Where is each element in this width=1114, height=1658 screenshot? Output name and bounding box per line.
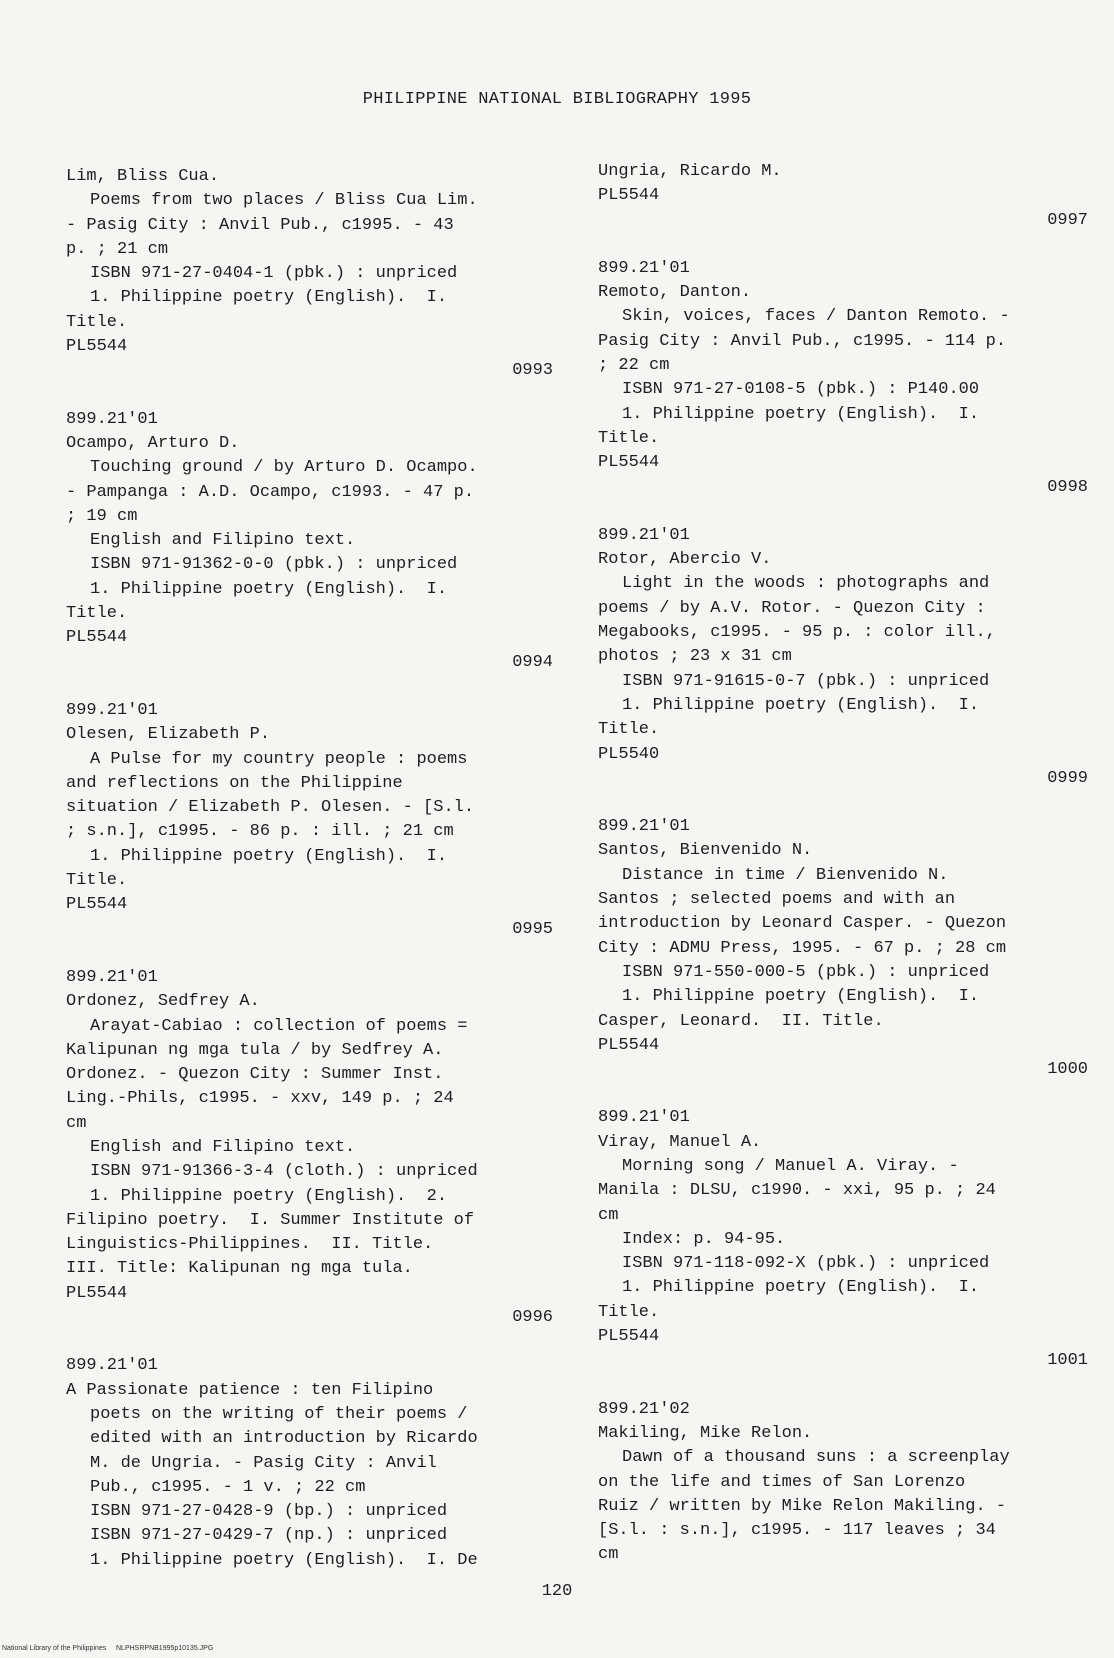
entry-line: poets on the writing of their poems / — [90, 1404, 468, 1424]
entry-spacer — [598, 233, 1088, 257]
entry-line: Viray, Manuel A. — [598, 1132, 762, 1152]
entry-line: ISBN 971-27-0428-9 (bp.) : unpriced — [90, 1502, 448, 1522]
entry-control-number: 1000 — [1047, 1060, 1088, 1080]
entry-line: 899.21'01 — [66, 1356, 158, 1376]
entry-line: 899.21'01 — [66, 409, 158, 429]
entry-line: 899.21'01 — [598, 525, 690, 545]
page-header: PHILIPPINE NATIONAL BIBLIOGRAPHY 1995 — [362, 90, 752, 109]
entry-line: Skin, voices, faces / Danton Remoto. - — [622, 307, 1010, 327]
entry-line: Index: p. 94-95. — [622, 1229, 786, 1249]
entry-line: A Passionate patience : ten Filipino — [66, 1380, 434, 1400]
bibliographic-entry — [66, 1354, 553, 1573]
entry-line: PL5544 — [66, 1283, 128, 1303]
entry-line: Manila : DLSU, c1990. - xxi, 95 p. ; 24 — [598, 1181, 996, 1201]
entry-spacer — [66, 384, 553, 408]
entry-control-number: 0998 — [1047, 477, 1088, 497]
entry-line: 1. Philippine poetry (English). I. — [90, 846, 448, 866]
entry-control-number: 0996 — [512, 1308, 553, 1328]
left-column — [66, 165, 553, 1573]
entry-line: Olesen, Elizabeth P. — [66, 725, 271, 745]
entry-line: A Pulse for my country people : poems — [90, 749, 468, 769]
entry-line: ISBN 971-550-000-5 (pbk.) : unpriced — [622, 962, 990, 982]
entry-line: situation / Elizabeth P. Olesen. - [S.l. — [66, 798, 475, 818]
bibliographic-entry — [598, 1398, 1088, 1568]
entry-line: Linguistics-Philippines. II. Title. — [66, 1235, 434, 1255]
entry-line: - Pasig City : Anvil Pub., c1995. - 43 — [66, 215, 454, 235]
entry-line: Dawn of a thousand suns : a screenplay — [622, 1448, 1010, 1468]
entry-line: ISBN 971-91362-0-0 (pbk.) : unpriced — [90, 555, 458, 575]
entry-line: 899.21'01 — [598, 258, 690, 278]
entry-line: and reflections on the Philippine — [66, 773, 403, 793]
bibliographic-entry — [598, 1106, 1088, 1373]
bibliographic-entry — [598, 160, 1088, 233]
entry-control-number: 0994 — [512, 652, 553, 672]
entry-control-number: 0997 — [1047, 210, 1088, 230]
entry-line: PL5544 — [598, 1035, 660, 1055]
entry-line: Title. — [66, 312, 128, 332]
entry-line: Filipino poetry. I. Summer Institute of — [66, 1210, 475, 1230]
entry-line: ; 22 cm — [598, 356, 670, 376]
entry-line: Makiling, Mike Relon. — [598, 1423, 813, 1443]
entry-line: Ordonez, Sedfrey A. — [66, 992, 260, 1012]
entry-line: PL5544 — [598, 1327, 660, 1347]
entry-line: [S.l. : s.n.], c1995. - 117 leaves ; 34 — [598, 1521, 996, 1541]
entry-line: 899.21'01 — [598, 817, 690, 837]
entry-line: PL5544 — [66, 628, 128, 648]
entry-line: 1. Philippine poetry (English). I. — [622, 987, 980, 1007]
entry-line: PL5544 — [598, 186, 660, 206]
entry-line: cm — [598, 1205, 619, 1225]
entry-line: 1. Philippine poetry (English). I. — [622, 695, 980, 715]
entry-line: PL5544 — [66, 337, 128, 357]
entry-line: Ungria, Ricardo M. — [598, 162, 782, 181]
right-column — [598, 160, 1088, 1568]
entry-line: ; 19 cm — [66, 506, 138, 526]
entry-spacer — [66, 942, 553, 966]
bibliographic-entry — [66, 966, 553, 1330]
entry-line: English and Filipino text. — [90, 1137, 356, 1157]
entry-line: 899.21'01 — [66, 700, 158, 720]
page-number: 120 — [541, 1582, 573, 1601]
entry-line: PL5544 — [66, 895, 128, 915]
entry-line: Title. — [598, 428, 660, 448]
entry-line: Arayat-Cabiao : collection of poems = — [90, 1016, 468, 1036]
entry-line: 1. Philippine poetry (English). I. De — [90, 1550, 478, 1570]
entry-line: M. de Ungria. - Pasig City : Anvil — [90, 1453, 437, 1473]
entry-line: ISBN 971-27-0404-1 (pbk.) : unpriced — [90, 264, 458, 284]
entry-line: Casper, Leonard. II. Title. — [598, 1011, 884, 1031]
entry-line: ISBN 971-27-0429-7 (np.) : unpriced — [90, 1526, 448, 1546]
entry-line: Ruiz / written by Mike Relon Makiling. - — [598, 1496, 1007, 1516]
entry-line: cm — [598, 1545, 619, 1565]
entry-line: Title. — [598, 720, 660, 740]
entry-line: Kalipunan ng mga tula / by Sedfrey A. — [66, 1040, 444, 1060]
bibliographic-entry — [66, 408, 553, 675]
entry-line: Poems from two places / Bliss Cua Lim. — [90, 191, 478, 211]
entry-line: Distance in time / Bienvenido N. — [622, 865, 949, 885]
entry-line: ISBN 971-27-0108-5 (pbk.) : P140.00 — [622, 380, 980, 400]
entry-control-number: 1001 — [1047, 1351, 1088, 1371]
entry-line: Pasig City : Anvil Pub., c1995. - 114 p. — [598, 331, 1007, 351]
entry-line: Title. — [66, 604, 128, 624]
entry-line: poems / by A.V. Rotor. - Quezon City : — [598, 598, 986, 618]
entry-line: ISBN 971-118-092-X (pbk.) : unpriced — [622, 1254, 990, 1274]
entry-line: PL5544 — [598, 453, 660, 473]
entry-line: Light in the woods : photographs and — [622, 574, 990, 594]
entry-control-number: 0995 — [512, 919, 553, 939]
entry-line: p. ; 21 cm — [66, 239, 169, 259]
entry-line: Megabooks, c1995. - 95 p. : color ill., — [598, 623, 996, 643]
entry-line: 1. Philippine poetry (English). I. — [90, 288, 448, 308]
scan-footer: National Library of the Philippines NLPHSRPNB1995p10135.JPG — [2, 1645, 214, 1652]
entry-line: Santos, Bienvenido N. — [598, 841, 813, 861]
entry-line: 1. Philippine poetry (English). I. — [622, 404, 980, 424]
entry-line: 1. Philippine poetry (English). I. — [90, 579, 448, 599]
entry-spacer — [598, 791, 1088, 815]
entry-line: cm — [66, 1113, 87, 1133]
entry-line: 1. Philippine poetry (English). 2. — [90, 1186, 448, 1206]
entry-line: 899.21'01 — [598, 1108, 690, 1128]
entry-line: English and Filipino text. — [90, 531, 356, 551]
entry-line: III. Title: Kalipunan ng mga tula. — [66, 1259, 413, 1279]
entry-line: ISBN 971-91615-0-7 (pbk.) : unpriced — [622, 671, 990, 691]
entry-line: Title. — [66, 871, 128, 891]
entry-line: Title. — [598, 1302, 660, 1322]
entry-line: introduction by Leonard Casper. - Quezon — [598, 914, 1007, 934]
entry-line: 899.21'01 — [66, 967, 158, 987]
entry-line: ; s.n.], c1995. - 86 p. : ill. ; 21 cm — [66, 822, 454, 842]
entry-line: on the life and times of San Lorenzo — [598, 1472, 966, 1492]
bibliographic-entry — [598, 815, 1088, 1082]
entry-line: Rotor, Abercio V. — [598, 550, 772, 570]
entry-line: Remoto, Danton. — [598, 283, 752, 303]
entry-control-number: 0999 — [1047, 768, 1088, 788]
entry-line: 899.21'02 — [598, 1399, 690, 1419]
entry-spacer — [598, 1374, 1088, 1398]
bibliographic-entry — [66, 699, 553, 942]
bibliographic-entry — [598, 524, 1088, 791]
entry-line: City : ADMU Press, 1995. - 67 p. ; 28 cm — [598, 938, 1007, 958]
entry-spacer — [66, 675, 553, 699]
entry-line: Morning song / Manuel A. Viray. - — [622, 1156, 959, 1176]
entry-line: ISBN 971-91366-3-4 (cloth.) : unpriced — [90, 1162, 478, 1182]
entry-line: Ocampo, Arturo D. — [66, 433, 240, 453]
entry-line: Lim, Bliss Cua. — [66, 167, 220, 186]
entry-spacer — [598, 500, 1088, 524]
entry-spacer — [66, 1330, 553, 1354]
entry-line: - Pampanga : A.D. Ocampo, c1993. - 47 p. — [66, 482, 475, 502]
entry-line: Ling.-Phils, c1995. - xxv, 149 p. ; 24 — [66, 1089, 454, 1109]
entry-line: PL5540 — [598, 744, 660, 764]
entry-line: Santos ; selected poems and with an — [598, 890, 956, 910]
bibliographic-entry — [66, 165, 553, 384]
entry-spacer — [598, 1082, 1088, 1106]
entry-line: Pub., c1995. - 1 v. ; 22 cm — [90, 1477, 366, 1497]
entry-line: photos ; 23 x 31 cm — [598, 647, 792, 667]
entry-line: 1. Philippine poetry (English). I. — [622, 1278, 980, 1298]
entry-line: Touching ground / by Arturo D. Ocampo. — [90, 458, 478, 478]
entry-line: edited with an introduction by Ricardo — [90, 1429, 478, 1449]
bibliographic-entry — [598, 257, 1088, 500]
entry-line: Ordonez. - Quezon City : Summer Inst. — [66, 1065, 444, 1085]
entry-control-number: 0993 — [512, 361, 553, 381]
